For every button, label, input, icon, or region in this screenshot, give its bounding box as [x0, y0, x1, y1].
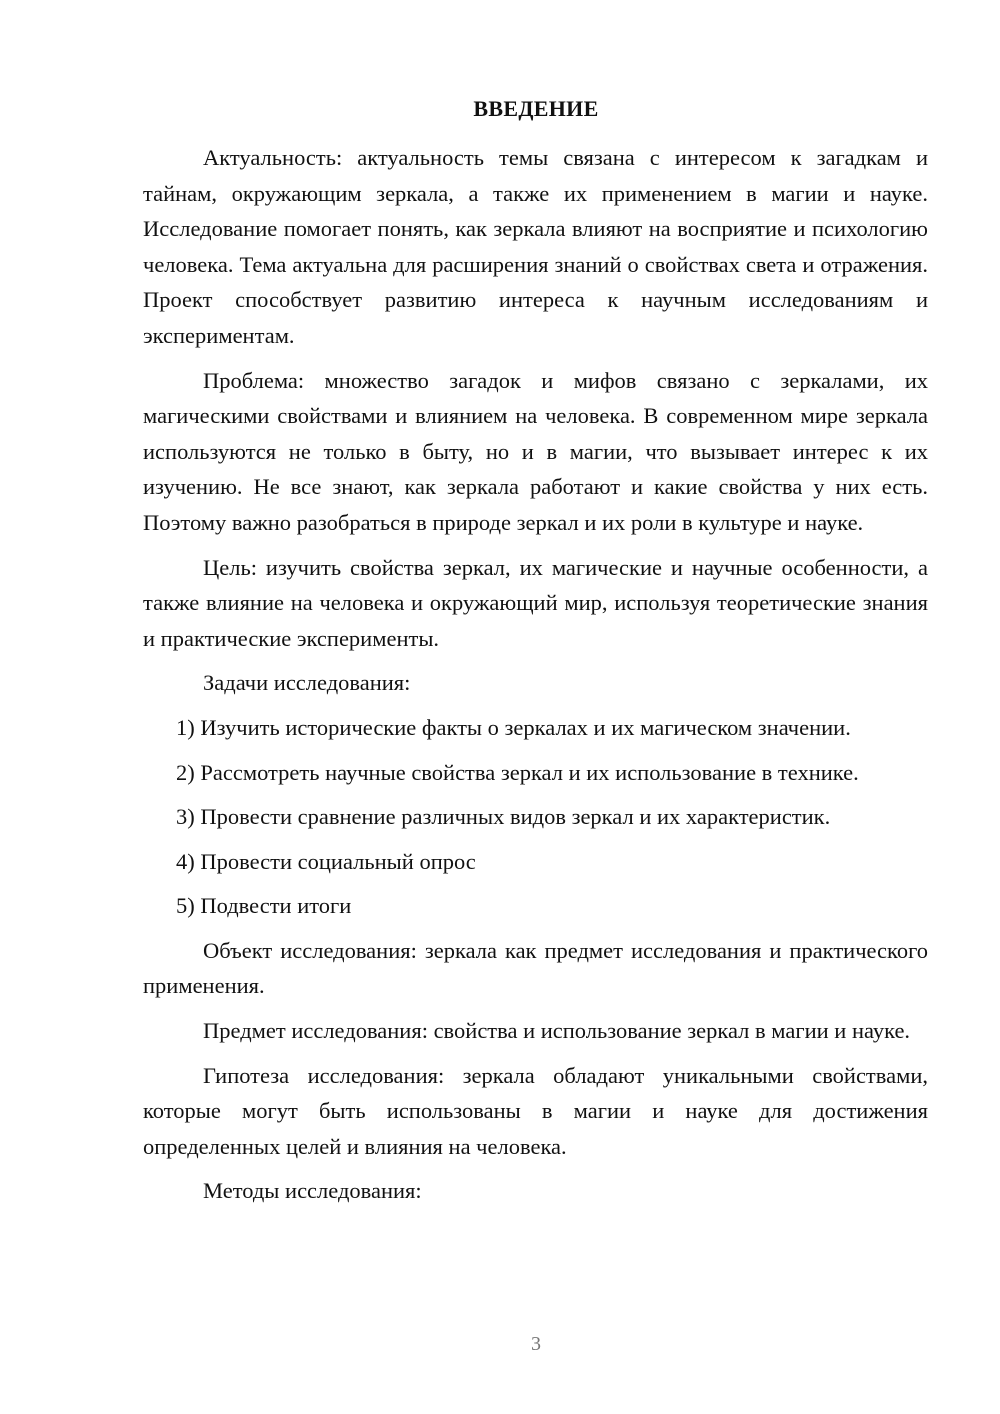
list-item: 5) Подвести итоги — [176, 893, 352, 919]
paragraph-problem: Проблема: множество загадок и мифов связано с зеркалами, их магическими свойствами и влиянием на человека. В современном мире зеркала используются не только в быту, но и в магии, что вызывает интерес к их изучению. Не все знают, как зеркала работают и какие свойства у них есть. Поэтому важно разобраться в природе зеркал и их роли в культуре и науке. — [143, 367, 928, 535]
paragraph-object: Объект исследования: зеркала как предмет исследования и практического применения. — [143, 937, 928, 999]
paragraph-hypothesis: Гипотеза исследования: зеркала обладают уникальными свойствами, которые могут быть использованы в магии и науке для достижения определенных целей и влияния на человека. — [143, 1062, 928, 1159]
tasks-list — [143, 710, 928, 924]
document-body — [143, 140, 928, 1218]
methods-heading: Методы исследования: — [203, 1178, 422, 1204]
tasks-heading: Задачи исследования: — [203, 670, 411, 696]
list-item: 2) Рассмотреть научные свойства зеркал и их использование в технике. — [176, 759, 859, 785]
page-title: ВВЕДЕНИЕ — [473, 96, 599, 121]
list-item: 4) Провести социальный опрос — [176, 848, 476, 874]
page-number: 3 — [531, 1333, 541, 1355]
list-item: 1) Изучить исторические факты о зеркалах и их магическом значении. — [176, 714, 851, 740]
paragraph-subject: Предмет исследования: свойства и использование зеркал в магии и науке. — [203, 1018, 911, 1044]
paragraph-goal: Цель: изучить свойства зеркал, их магические и научные особенности, а также влияние на человека и окружающий мир, используя теоретические знания и практические эксперименты. — [143, 554, 928, 651]
list-item: 3) Провести сравнение различных видов зеркал и их характеристик. — [176, 804, 831, 830]
paragraph-relevance: Актуальность: актуальность темы связана с интересом к загадкам и тайнам, окружающим зеркала, а также их применением в магии и науке. Исследование помогает понять, как зеркала влияют на восприятие и психологию человека. Тема актуальна для расширения знаний о свойствах света и отражения. Проект способствует развитию интереса к научным исследованиям и экспериментам. — [143, 145, 928, 348]
